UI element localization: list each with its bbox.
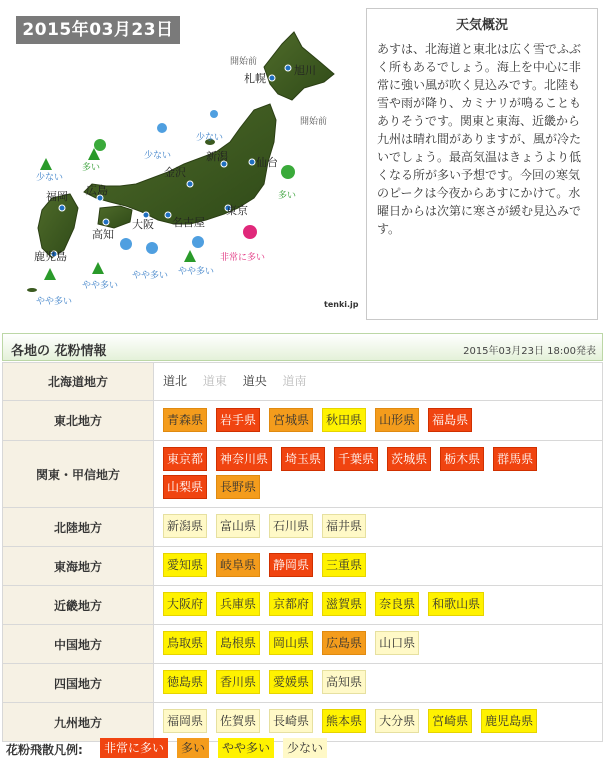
prefecture-badge[interactable]: 和歌山県 (428, 592, 484, 616)
region-name: 中国地方 (3, 625, 154, 664)
hokkaido-tabs (154, 363, 603, 401)
city-dot-kochi (103, 219, 109, 225)
pre-season-note: 開始前 (230, 57, 258, 67)
prefecture-badge[interactable]: 兵庫県 (216, 592, 260, 616)
level-label: 非常に多い (220, 253, 266, 263)
pollen-map[interactable] (2, 2, 362, 320)
level-label: 多い (82, 163, 101, 173)
pollen-burst-icon (146, 242, 158, 254)
table-row (3, 703, 603, 742)
prefecture-badge[interactable]: 高知県 (322, 670, 366, 694)
prefecture-badge[interactable]: 岩手県 (216, 408, 260, 432)
pollen-burst-icon (94, 139, 106, 151)
level-label: やや多い (36, 297, 73, 307)
level-label: 少ない (36, 173, 64, 183)
weather-outlook-panel (366, 8, 598, 320)
prefecture-badge[interactable]: 京都府 (269, 592, 313, 616)
legend-item: やや多い (218, 738, 274, 758)
city-dot-fukuoka (59, 205, 65, 211)
prefecture-list (154, 401, 603, 441)
prefecture-badge[interactable]: 神奈川県 (216, 447, 272, 471)
city-label-nagoya[interactable]: 名古屋 (172, 216, 205, 229)
prefecture-badge[interactable]: 山梨県 (163, 475, 207, 499)
pollen-burst-icon (281, 165, 295, 179)
prefecture-badge[interactable]: 宮崎県 (428, 709, 472, 733)
legend-item: 非常に多い (100, 738, 168, 758)
prefecture-badge[interactable]: 山形県 (375, 408, 419, 432)
prefecture-badge[interactable]: 岐阜県 (216, 553, 260, 577)
pollen-burst-icon (120, 238, 132, 250)
pollen-burst-icon (243, 225, 257, 239)
region-name: 東海地方 (3, 547, 154, 586)
prefecture-badge[interactable]: 富山県 (216, 514, 260, 538)
city-label-sapporo[interactable]: 札幌 (244, 72, 266, 85)
prefecture-badge[interactable]: 静岡県 (269, 553, 313, 577)
prefecture-badge[interactable]: 長野県 (216, 475, 260, 499)
level-label: やや多い (132, 271, 169, 281)
level-label: 少ない (196, 133, 224, 143)
city-label-tokyo[interactable]: 東京 (226, 204, 248, 217)
prefecture-badge[interactable]: 三重県 (322, 553, 366, 577)
weather-overview (0, 0, 605, 325)
prefecture-badge[interactable]: 広島県 (322, 631, 366, 655)
pre-season-note: 開始前 (300, 117, 328, 127)
prefecture-badge[interactable]: 青森県 (163, 408, 207, 432)
city-label-hiroshima[interactable]: 広島 (86, 184, 108, 197)
pollen-burst-icon (157, 123, 167, 133)
level-label: やや多い (82, 281, 119, 291)
level-label: 多い (278, 191, 297, 201)
prefecture-badge[interactable]: 宮城県 (269, 408, 313, 432)
prefecture-list (154, 664, 603, 703)
city-label-kanazawa[interactable]: 金沢 (164, 166, 186, 179)
prefecture-badge[interactable]: 鹿児島県 (481, 709, 537, 733)
prefecture-list (154, 703, 603, 742)
prefecture-badge[interactable]: 秋田県 (322, 408, 366, 432)
city-dot-sendai (249, 159, 255, 165)
table-row (3, 625, 603, 664)
city-label-kochi[interactable]: 高知 (92, 228, 114, 241)
area-tab[interactable]: 道央 (242, 374, 267, 388)
published-time: 2015年03月23日 18:00発表 (463, 346, 596, 357)
outlook-title: 天気概況 (455, 18, 508, 33)
prefecture-badge[interactable]: 大阪府 (163, 592, 207, 616)
city-label-niigata[interactable]: 新潟 (206, 150, 228, 163)
city-label-osaka[interactable]: 大阪 (132, 218, 154, 231)
table-row (3, 401, 603, 441)
legend-item: 多い (177, 738, 209, 758)
table-row (3, 664, 603, 703)
prefecture-badge[interactable]: 熊本県 (322, 709, 366, 733)
pollen-burst-icon (210, 110, 218, 118)
prefecture-badge[interactable]: 香川県 (216, 670, 260, 694)
southern-island (27, 288, 37, 292)
prefecture-list (154, 508, 603, 547)
tree-icon (44, 268, 56, 280)
prefecture-badge[interactable]: 鳥取県 (163, 631, 207, 655)
prefecture-badge[interactable]: 福岡県 (163, 709, 207, 733)
prefecture-badge[interactable]: 石川県 (269, 514, 313, 538)
brand-logo: tenki.jp (324, 300, 359, 309)
region-name: 四国地方 (3, 664, 154, 703)
pollen-table (2, 362, 603, 742)
prefecture-badge[interactable]: 徳島県 (163, 670, 207, 694)
city-label-asahikawa[interactable]: 旭川 (294, 64, 316, 77)
area-tab[interactable]: 道南 (282, 374, 307, 388)
tree-icon (40, 158, 52, 170)
table-row (3, 547, 603, 586)
prefecture-badge[interactable]: 佐賀県 (216, 709, 260, 733)
region-name: 関東・甲信地方 (3, 441, 154, 508)
prefecture-list (154, 586, 603, 625)
prefecture-badge[interactable]: 島根県 (216, 631, 260, 655)
tree-icon (184, 250, 196, 262)
pollen-burst-icon (192, 236, 204, 248)
pollen-section-header (2, 333, 603, 361)
region-name: 近畿地方 (3, 586, 154, 625)
outlook-body: あすは、北海道と東北は広く雪でふぶく所もあるでしょう。海上を中心に非常に強い風が吹く見込みです。北陸も雪や雨が降り、カミナリが鳴ることもありそうです。関東と東海、近畿から九州は晴れ間がありますが、風が冷たいでしょう。最高気温はきょうより低くなる所が多い予想です。今回の寒気のピークは今夜からあすにかけて。水曜日からは次第に寒さが緩む見込みです。 (377, 42, 582, 236)
table-row (3, 363, 603, 401)
prefecture-badge[interactable]: 滋賀県 (322, 592, 366, 616)
prefecture-badge[interactable]: 茨城県 (387, 447, 431, 471)
section-title: 各地の 花粉情報 (11, 344, 107, 359)
city-dot-asahikawa (285, 65, 291, 71)
prefecture-badge[interactable]: 新潟県 (163, 514, 207, 538)
city-label-sendai[interactable]: 仙台 (256, 156, 278, 169)
prefecture-badge[interactable]: 福井県 (322, 514, 366, 538)
prefecture-badge[interactable]: 岡山県 (269, 631, 313, 655)
prefecture-badge[interactable]: 大分県 (375, 709, 419, 733)
prefecture-badge[interactable]: 栃木県 (440, 447, 484, 471)
region-name: 北海道地方 (3, 363, 154, 401)
region-name: 九州地方 (3, 703, 154, 742)
prefecture-badge[interactable]: 千葉県 (334, 447, 378, 471)
table-row (3, 586, 603, 625)
region-name: 北陸地方 (3, 508, 154, 547)
pollen-legend (2, 738, 603, 760)
legend-item: 少ない (283, 738, 327, 758)
city-dot-kanazawa (187, 181, 193, 187)
prefecture-list (154, 625, 603, 664)
level-label: やや多い (178, 267, 215, 277)
tree-icon (92, 262, 104, 274)
area-tab[interactable]: 道東 (202, 374, 227, 388)
shikoku-shape (98, 206, 132, 228)
level-label: 少ない (144, 151, 172, 161)
prefecture-badge[interactable]: 山口県 (375, 631, 419, 655)
prefecture-list (154, 441, 603, 508)
region-name: 東北地方 (3, 401, 154, 441)
prefecture-badge[interactable]: 奈良県 (375, 592, 419, 616)
city-label-kagoshima[interactable]: 鹿児島 (34, 250, 67, 263)
prefecture-badge[interactable]: 愛媛県 (269, 670, 313, 694)
legend-title: 花粉飛散凡例: (6, 743, 83, 757)
prefecture-badge[interactable]: 埼玉県 (281, 447, 325, 471)
city-label-fukuoka[interactable]: 福岡 (46, 190, 68, 203)
table-row (3, 508, 603, 547)
area-tab[interactable]: 道北 (163, 374, 188, 388)
prefecture-badge[interactable]: 福島県 (428, 408, 472, 432)
table-row (3, 441, 603, 508)
prefecture-badge[interactable]: 群馬県 (493, 447, 537, 471)
prefecture-badge[interactable]: 長崎県 (269, 709, 313, 733)
city-dot-nagoya (165, 212, 171, 218)
city-dot-sapporo (269, 75, 275, 81)
prefecture-badge[interactable]: 東京都 (163, 447, 207, 471)
date-banner: 2015年03月23日 (16, 16, 180, 44)
prefecture-list (154, 547, 603, 586)
prefecture-badge[interactable]: 愛知県 (163, 553, 207, 577)
